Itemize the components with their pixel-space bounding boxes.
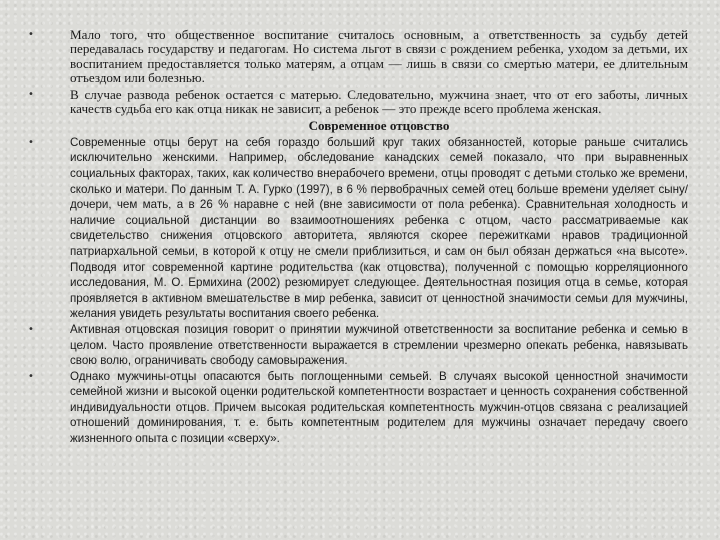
- bullet-item: [28, 135, 688, 322]
- bullet-item: [28, 28, 688, 85]
- bullet-list: [28, 28, 688, 447]
- bullet-text: Современные отцы берут на себя гораздо больший круг таких обязанностей, которые раньше считались исключительно женскими. Например, обследование канадских семей показало, что при выравненных социальных факторах, таких, как количество внерабочего времени, отцы проводят с детьми столько же времени, сколько и матери. По данным Т. А. Гурко (1997), в 6 % первобрачных семей отец больше времени уделяет сыну/дочери, чем мать, а в 26 % наравне с ней (вне зависимости от пола ребенка). Сравнительная холодность и наличие социальной дистанции во взаимоотношениях ребенка с отцом, часто рассматриваемые как свидетельство снижения отцовского авторитета, являются скорее пережитками нравов традиционной патриархальной семьи, в которой к отцу не смели приблизиться, и сам он был обязан держаться «на высоте». Подводя итог современной картине родительства (как отцовства), полученной с помощью корреляционного исследования, М. О. Ермихина (2002) резюмирует следующее. Деятельностная позиция отца в семье, которая проявляется в активном вмешательстве в мир ребенка, зависит от ценностной значимости семьи для мужчины, желания увидеть результаты воспитания своего ребенка.: [70, 135, 688, 321]
- bullet-dot-icon: •: [28, 29, 34, 40]
- bullet-text: Активная отцовская позиция говорит о принятии мужчиной ответственности за воспитание ребенка и семью в целом. Часто проявление ответственности выражается в стремлении чрезмерно опекать ребенка, навязывать свою волю, ограничивать свободу самовыражения.: [70, 322, 688, 368]
- section-heading: Современное отцовство: [308, 117, 450, 133]
- bullet-dot-icon: •: [28, 370, 34, 382]
- bullet-item: [28, 88, 688, 133]
- bullet-text: Однако мужчины-отцы опасаются быть поглощенными семьей. В случаях высокой ценностной значимости семейной жизни и высокой оценки родительской компетентности возрастает и ценность сохранения собственной индивидуальности отцов. Причем высокая родительская компетентность мужчин-отцов связана с реализацией отношений доминирования, т. е. быть компетентным родителем для мужчины означает передачу своего жизненного опыта с позиции «сверху».: [70, 369, 688, 446]
- bullet-item: [28, 369, 688, 447]
- bullet-dot-icon: •: [28, 136, 34, 148]
- bullet-text: В случае развода ребенок остается с матерью. Следовательно, мужчина знает, что от его заботы, личных качеств судьба его как отца никак не зависит, а ребенок — это прежде всего проблема женская.: [70, 87, 688, 117]
- bullet-item: [28, 322, 688, 369]
- bullet-dot-icon: •: [28, 89, 34, 101]
- bullet-dot-icon: •: [28, 323, 34, 335]
- bullet-text: Мало того, что общественное воспитание считалось основным, а ответственность за судьбу детей передавалась государству и педагогам. Но система льгот в связи с рождением ребенка, уходом за детьми, их воспитанием предоставляется только матерям, а отцам — лишь в связи со смертью матери, ее длительным отъездом или болезнью.: [70, 27, 688, 85]
